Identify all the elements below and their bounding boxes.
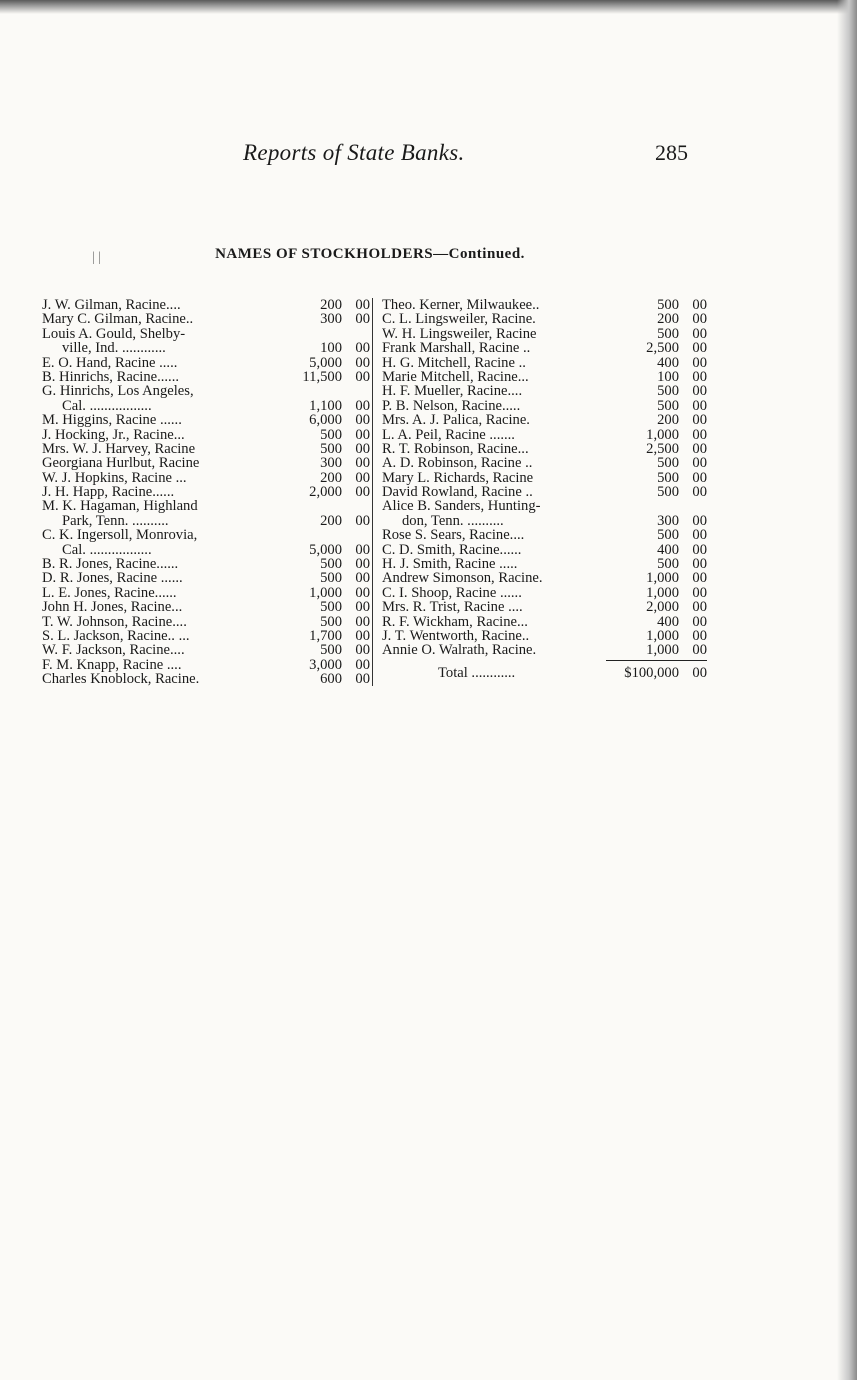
stockholder-name: Cal. ................. — [62, 398, 152, 414]
stockholder-name: W. F. Jackson, Racine.... — [42, 643, 185, 658]
share-amount: 1,700 — [309, 627, 342, 644]
stockholder-row — [382, 499, 707, 513]
share-cents: 00 — [692, 484, 707, 501]
share-cents: 00 — [692, 527, 707, 544]
stockholder-name: R. T. Robinson, Racine... — [382, 441, 529, 457]
stockholder-name: H. F. Mueller, Racine.... — [382, 384, 523, 399]
stockholder-name: Mrs. W. J. Harvey, Racine — [42, 441, 196, 457]
share-cents: 00 — [355, 412, 370, 429]
share-amount: 2,000 — [309, 484, 342, 501]
stockholder-row — [42, 356, 370, 370]
share-cents: 00 — [355, 570, 370, 587]
stockholder-row — [382, 356, 707, 370]
share-amount: 500 — [657, 484, 679, 501]
stockholder-row — [42, 399, 370, 413]
stockholder-name: B. R. Jones, Racine...... — [42, 557, 179, 572]
stockholder-row — [382, 442, 707, 456]
stockholder-row — [382, 528, 707, 542]
share-cents: 00 — [692, 599, 707, 616]
section-title: NAMES OF STOCKHOLDERS—Continued. — [215, 246, 525, 262]
share-amount: 300 — [320, 311, 342, 328]
column-divider — [372, 298, 373, 686]
share-amount — [264, 384, 342, 398]
total-row — [382, 666, 707, 680]
share-cents: 00 — [355, 484, 370, 501]
stockholder-name: W. H. Lingsweiler, Racine — [382, 326, 537, 342]
total-label: Total ............ — [438, 665, 516, 681]
stockholder-row — [382, 312, 707, 326]
stockholder-name: Marie Mitchell, Racine... — [382, 369, 529, 385]
stockholder-row — [382, 327, 707, 341]
stockholder-name: C. L. Lingsweiler, Racine. — [382, 312, 536, 327]
stockholder-name: C. D. Smith, Racine...... — [382, 542, 522, 558]
stockholder-row — [42, 384, 370, 398]
share-cents: 00 — [692, 340, 707, 357]
stockholder-row — [382, 514, 707, 528]
share-cents: 00 — [355, 671, 370, 688]
stockholder-name: M. K. Hagaman, Highland — [42, 499, 198, 514]
share-amount: 1,000 — [646, 584, 679, 601]
stockholder-row — [42, 499, 370, 513]
share-cents: 00 — [692, 469, 707, 486]
share-amount: 200 — [320, 297, 342, 313]
share-cents: 00 — [355, 469, 370, 486]
stockholder-name: John H. Jones, Racine... — [42, 600, 183, 615]
stockholder-row — [42, 413, 370, 427]
share-cents: 00 — [692, 613, 707, 630]
share-amount: 200 — [657, 412, 679, 429]
stockholder-row — [382, 643, 707, 657]
stockholder-row — [382, 485, 707, 499]
stockholder-row — [382, 629, 707, 643]
share-amount: 100 — [320, 340, 342, 357]
stockholder-name: D. R. Jones, Racine ...... — [42, 571, 183, 586]
stockholder-row — [42, 528, 370, 542]
stockholder-row — [42, 485, 370, 499]
stockholder-name: Theo. Kerner, Milwaukee.. — [382, 298, 540, 313]
stockholder-row — [42, 600, 370, 614]
stockholder-row — [382, 571, 707, 585]
share-cents: 00 — [692, 440, 707, 457]
stockholder-row — [382, 384, 707, 398]
share-amount: 300 — [320, 455, 342, 472]
total-amount: $100,000 — [624, 664, 679, 681]
stockholder-row — [42, 615, 370, 629]
stockholder-row — [42, 327, 370, 341]
share-cents: 00 — [355, 297, 370, 313]
share-cents: 00 — [692, 426, 707, 443]
stockholder-row — [382, 543, 707, 557]
share-cents: 00 — [692, 541, 707, 558]
stockholder-name: Louis A. Gould, Shelby- — [42, 326, 186, 342]
stockholder-row — [42, 442, 370, 456]
share-amount: 500 — [657, 469, 679, 486]
share-cents: 00 — [692, 397, 707, 414]
share-amount: 500 — [320, 642, 342, 659]
stockholder-row — [42, 586, 370, 600]
share-cents: 00 — [355, 354, 370, 371]
share-cents: 00 — [692, 354, 707, 371]
share-cents: 00 — [355, 584, 370, 601]
stockholder-name: J. H. Happ, Racine...... — [42, 485, 175, 500]
stockholder-name: R. F. Wickham, Racine... — [382, 614, 528, 629]
share-cents — [342, 327, 370, 341]
stockholder-row — [42, 643, 370, 657]
share-cents — [342, 384, 370, 398]
stockholder-row — [382, 600, 707, 614]
stockholder-row — [382, 557, 707, 571]
share-cents — [342, 528, 370, 542]
stockholder-name: Alice B. Sanders, Hunting- — [382, 499, 541, 514]
stockholder-name: W. J. Hopkins, Racine ... — [42, 470, 187, 486]
stockholder-row — [382, 341, 707, 355]
share-amount: 11,500 — [302, 368, 342, 385]
stockholder-name: Mary C. Gilman, Racine.. — [42, 312, 194, 327]
stockholder-name: Andrew Simonson, Racine. — [382, 571, 543, 586]
share-amount: 500 — [657, 397, 679, 414]
share-cents: 00 — [355, 455, 370, 472]
stockholder-name: A. D. Robinson, Racine .. — [382, 456, 533, 471]
stockholder-row — [42, 629, 370, 643]
stockholder-name: J. T. Wentworth, Racine.. — [382, 628, 530, 644]
stockholder-name: Mrs. A. J. Palica, Racine. — [382, 413, 530, 428]
stockholder-name: S. L. Jackson, Racine.. ... — [42, 628, 190, 644]
share-cents — [679, 499, 707, 513]
stockholder-name: J. W. Gilman, Racine.... — [42, 298, 181, 313]
share-amount: 200 — [320, 469, 342, 486]
share-cents: 00 — [692, 368, 707, 385]
share-amount: 500 — [320, 556, 342, 573]
stockholder-row — [382, 615, 707, 629]
stockholder-row — [382, 399, 707, 413]
stockholder-row — [42, 557, 370, 571]
stockholder-row — [382, 586, 707, 600]
stockholder-row — [42, 312, 370, 326]
stockholder-row — [382, 298, 707, 312]
stockholder-row — [382, 370, 707, 384]
share-amount: 500 — [320, 599, 342, 616]
stockholder-row — [42, 672, 370, 686]
share-amount — [264, 327, 342, 341]
share-cents: 00 — [355, 397, 370, 414]
stockholder-name: Mrs. R. Trist, Racine .... — [382, 600, 523, 615]
stockholder-row — [382, 428, 707, 442]
share-amount: 300 — [657, 512, 679, 529]
stockholder-name: H. G. Mitchell, Racine .. — [382, 355, 526, 370]
share-cents: 00 — [355, 556, 370, 573]
share-amount: 3,000 — [309, 656, 342, 673]
stockholder-name: Frank Marshall, Racine .. — [382, 341, 531, 356]
share-cents: 00 — [692, 311, 707, 328]
stockholder-row — [42, 341, 370, 355]
stockholder-row — [42, 471, 370, 485]
stockholder-name: Park, Tenn. .......... — [62, 513, 169, 529]
share-amount — [584, 499, 679, 513]
stockholder-name: M. Higgins, Racine ...... — [42, 413, 182, 428]
share-amount: 2,000 — [646, 599, 679, 616]
share-amount: 1,000 — [646, 426, 679, 443]
stockholder-name: H. J. Smith, Racine ..... — [382, 557, 518, 572]
share-cents — [342, 499, 370, 513]
stockholder-row — [42, 428, 370, 442]
share-amount — [264, 528, 342, 542]
stockholder-name: don, Tenn. .......... — [402, 513, 504, 529]
share-cents: 00 — [355, 541, 370, 558]
share-amount: 500 — [657, 297, 679, 313]
share-amount: 1,100 — [309, 397, 342, 414]
stockholder-row — [42, 543, 370, 557]
share-amount: 500 — [657, 383, 679, 400]
total-rule — [606, 660, 707, 661]
share-amount: 600 — [320, 671, 342, 688]
stockholder-name: Annie O. Walrath, Racine. — [382, 643, 537, 658]
share-amount: 400 — [657, 613, 679, 630]
share-cents: 00 — [355, 311, 370, 328]
total-cents: 00 — [692, 664, 707, 681]
share-cents: 00 — [355, 368, 370, 385]
stockholder-row — [42, 514, 370, 528]
margin-tick-marks: | | — [92, 250, 102, 265]
share-cents: 00 — [692, 512, 707, 529]
share-amount: 500 — [657, 455, 679, 472]
share-cents: 00 — [355, 426, 370, 443]
share-amount: 1,000 — [646, 627, 679, 644]
scan-right-edge — [837, 0, 857, 1380]
stockholder-name: Cal. ................. — [62, 542, 152, 558]
stockholders-right-column — [382, 298, 707, 680]
stockholder-name: F. M. Knapp, Racine .... — [42, 657, 182, 673]
share-cents: 00 — [355, 599, 370, 616]
share-amount: 5,000 — [309, 541, 342, 558]
share-amount: 500 — [657, 556, 679, 573]
share-cents: 00 — [355, 613, 370, 630]
share-amount: 1,000 — [646, 642, 679, 659]
share-cents: 00 — [692, 455, 707, 472]
running-head: Reports of State Banks. — [243, 140, 465, 165]
stockholder-row — [382, 413, 707, 427]
stockholder-name: David Rowland, Racine .. — [382, 485, 533, 500]
stockholder-name: P. B. Nelson, Racine..... — [382, 398, 521, 414]
share-amount: 5,000 — [309, 354, 342, 371]
share-amount: 2,500 — [646, 440, 679, 457]
share-cents: 00 — [692, 627, 707, 644]
stockholder-row — [382, 456, 707, 470]
stockholder-name: L. E. Jones, Racine...... — [42, 585, 177, 601]
stockholder-name: Georgiana Hurlbut, Racine — [42, 456, 200, 471]
stockholder-name: Charles Knoblock, Racine. — [42, 672, 200, 687]
stockholder-row — [42, 658, 370, 672]
stockholder-name: B. Hinrichs, Racine...... — [42, 369, 179, 385]
stockholder-name: J. Hocking, Jr., Racine... — [42, 427, 185, 442]
share-amount: 500 — [320, 426, 342, 443]
share-amount: 500 — [657, 527, 679, 544]
share-amount: 1,000 — [646, 570, 679, 587]
share-cents: 00 — [692, 325, 707, 342]
share-cents: 00 — [355, 440, 370, 457]
share-amount: 500 — [320, 440, 342, 457]
share-amount: 100 — [657, 368, 679, 385]
share-cents: 00 — [692, 584, 707, 601]
stockholder-row — [382, 471, 707, 485]
share-cents: 00 — [355, 512, 370, 529]
stockholder-row — [42, 298, 370, 312]
scan-top-edge — [0, 0, 857, 14]
page-number: 285 — [655, 140, 688, 165]
stockholder-name: Rose S. Sears, Racine.... — [382, 528, 525, 543]
stockholder-name: E. O. Hand, Racine ..... — [42, 355, 178, 370]
share-cents: 00 — [355, 340, 370, 357]
share-cents: 00 — [355, 656, 370, 673]
share-amount: 200 — [657, 311, 679, 328]
share-amount: 500 — [657, 325, 679, 342]
share-cents: 00 — [692, 383, 707, 400]
stockholder-name: Mary L. Richards, Racine — [382, 470, 534, 486]
stockholder-name: C. I. Shoop, Racine ...... — [382, 585, 522, 601]
stockholder-row — [42, 571, 370, 585]
share-amount: 500 — [320, 570, 342, 587]
share-cents: 00 — [692, 570, 707, 587]
stockholders-left-column — [42, 298, 370, 687]
share-amount: 2,500 — [646, 340, 679, 357]
share-amount: 1,000 — [309, 584, 342, 601]
stockholder-name: G. Hinrichs, Los Angeles, — [42, 384, 194, 399]
stockholder-name: ville, Ind. ............ — [62, 341, 166, 356]
stockholder-row — [42, 456, 370, 470]
share-cents: 00 — [692, 412, 707, 429]
share-cents: 00 — [692, 556, 707, 573]
share-cents: 00 — [692, 297, 707, 313]
share-cents: 00 — [355, 627, 370, 644]
share-amount — [264, 499, 342, 513]
share-cents: 00 — [355, 642, 370, 659]
stockholder-row — [42, 370, 370, 384]
share-amount: 400 — [657, 541, 679, 558]
stockholder-name: C. K. Ingersoll, Monrovia, — [42, 528, 198, 543]
stockholder-name: L. A. Peil, Racine ....... — [382, 427, 515, 442]
share-cents: 00 — [692, 642, 707, 659]
share-amount: 6,000 — [309, 412, 342, 429]
stockholder-name: T. W. Johnson, Racine.... — [42, 614, 187, 629]
share-amount: 500 — [320, 613, 342, 630]
share-amount: 400 — [657, 354, 679, 371]
share-amount: 200 — [320, 512, 342, 529]
